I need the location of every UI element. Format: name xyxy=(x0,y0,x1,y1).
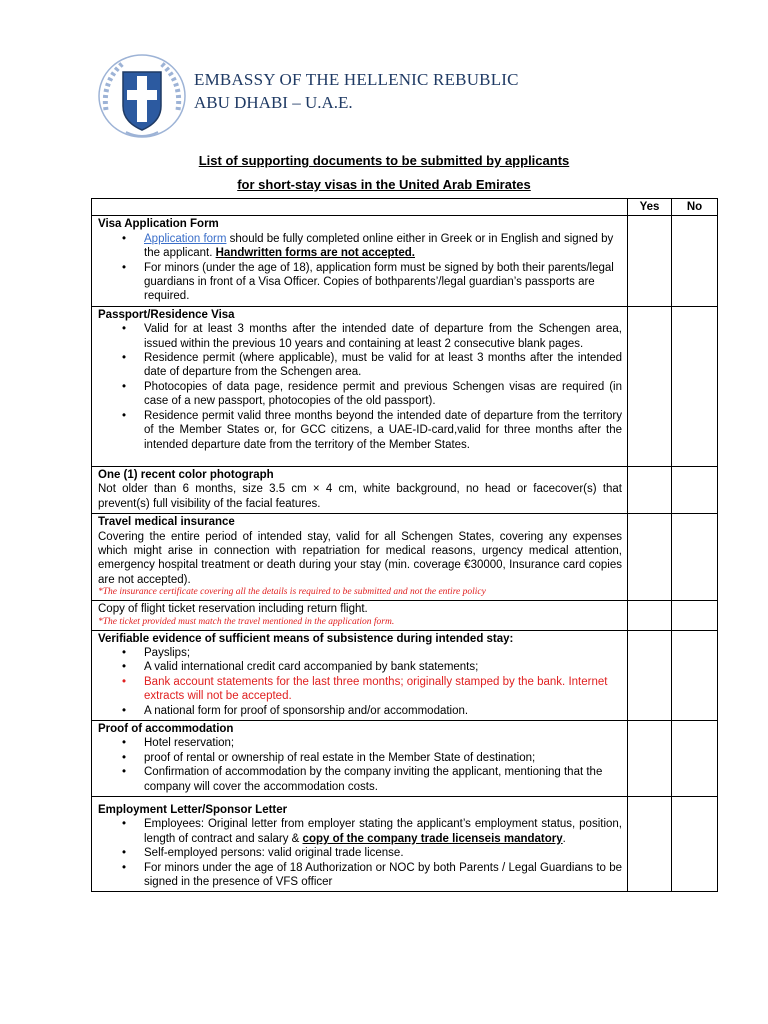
passport-cell xyxy=(92,306,628,466)
list-item: • Photocopies of data page, residence permit and previous Schengen visas are required (in case of a new passport, photocopies of the old passport). xyxy=(144,380,622,409)
documents-checklist-table xyxy=(91,198,718,892)
no-checkbox-cell[interactable] xyxy=(672,721,718,797)
list-item: • Bank account statements for the last three months; originally stamped by the bank. Internet extracts will not be accepted. xyxy=(144,675,622,704)
table-row-employment xyxy=(92,797,718,892)
yes-checkbox-cell[interactable] xyxy=(628,797,672,892)
list-item: • Employees: Original letter from employer stating the applicant’s employment status, position, length of contract and salary & copy of the company trade licenseis mandatory. xyxy=(144,817,622,846)
document-title-line1: List of supporting documents to be submitted by applicants xyxy=(198,153,570,168)
table-row-photo xyxy=(92,466,718,513)
photo-cell xyxy=(92,466,628,513)
column-header-no: No xyxy=(672,199,718,216)
table-row-insurance xyxy=(92,514,718,601)
document-title-line2: for short-stay visas in the United Arab Emirates xyxy=(237,177,531,192)
section-title: Passport/Residence Visa xyxy=(98,308,235,321)
yes-checkbox-cell[interactable] xyxy=(628,466,672,513)
list-item: • Residence permit (where applicable), must be valid for at least 3 months after the intended date of departure from the Schengen area. xyxy=(144,351,622,380)
yes-checkbox-cell[interactable] xyxy=(628,601,672,630)
application-form-link[interactable]: Application form xyxy=(144,232,227,245)
list-item: • Self-employed persons: valid original trade license. xyxy=(144,846,622,860)
embassy-header xyxy=(96,52,656,140)
table-header-row xyxy=(92,199,718,216)
embassy-name: EMBASSY OF THE HELLENIC REBUBLIC xyxy=(194,70,519,89)
no-checkbox-cell[interactable] xyxy=(672,797,718,892)
no-checkbox-cell[interactable] xyxy=(672,216,718,306)
table-row-flight xyxy=(92,601,718,630)
list-item: • Application form should be fully completed online either in Greek or in English and signed by the applicant. Handwritten forms are not accepted. xyxy=(144,232,622,261)
flight-note: *The ticket provided must match the travel mentioned in the application form. xyxy=(98,616,395,627)
list-item: • Payslips; xyxy=(144,646,622,660)
visa-form-cell xyxy=(92,216,628,306)
no-checkbox-cell[interactable] xyxy=(672,514,718,601)
no-checkbox-cell[interactable] xyxy=(672,466,718,513)
table-row-accommodation xyxy=(92,721,718,797)
list-item: • Confirmation of accommodation by the company inviting the applicant, mentioning that the company will cover the accommodation costs. xyxy=(144,765,622,794)
accommodation-cell xyxy=(92,721,628,797)
list-item: • proof of rental or ownership of real estate in the Member State of destination; xyxy=(144,751,622,765)
column-header-yes: Yes xyxy=(628,199,672,216)
no-checkbox-cell[interactable] xyxy=(672,306,718,466)
section-title: Employment Letter/Sponsor Letter xyxy=(98,804,288,817)
insurance-requirements: Covering the entire period of intended stay, valid for all Schengen States, covering any expenses which might arise in connection with repatriation for medical reasons, urgency medical attention, emergency hospital treatment or death during your stay (min. coverage €30000, Insurance card copies are not accepted). xyxy=(98,530,622,586)
no-checkbox-cell[interactable] xyxy=(672,630,718,720)
table-row-visa-form xyxy=(92,216,718,306)
yes-checkbox-cell[interactable] xyxy=(628,216,672,306)
employment-cell xyxy=(92,797,628,892)
list-item: • Hotel reservation; xyxy=(144,736,622,750)
yes-checkbox-cell[interactable] xyxy=(628,721,672,797)
list-item: • For minors under the age of 18 Authorization or NOC by both Parents / Legal Guardians to be signed in the presence of VFS officer xyxy=(144,861,622,890)
header-blank xyxy=(92,199,628,216)
section-title: Proof of accommodation xyxy=(98,723,234,735)
embassy-location: ABU DHABI – U.A.E. xyxy=(194,93,353,112)
section-title: Travel medical insurance xyxy=(98,516,235,529)
insurance-cell xyxy=(92,514,628,601)
insurance-note: *The insurance certificate covering all the details is required to be submitted and not the entire policy xyxy=(98,587,486,598)
list-item: • Valid for at least 3 months after the intended date of departure from the Schengen area, issued within the previous 10 years and containing at least 2 consecutive blank pages. xyxy=(144,322,622,351)
list-item: • For minors (under the age of 18), application form must be signed by both their parents/legal guardians in front of a Visa Officer. Copies of bothparents’/legal guardian’s passports are required. xyxy=(144,261,622,304)
no-checkbox-cell[interactable] xyxy=(672,601,718,630)
yes-checkbox-cell[interactable] xyxy=(628,514,672,601)
yes-checkbox-cell[interactable] xyxy=(628,630,672,720)
list-item: • A national form for proof of sponsorship and/or accommodation. xyxy=(144,704,622,718)
list-item: • Residence permit valid three months beyond the intended date of departure from the territory of the Member States or, for GCC citizens, a UAE-ID-card,valid for three months after the intended departure date from the territory of the Member States. xyxy=(144,409,622,452)
yes-checkbox-cell[interactable] xyxy=(628,306,672,466)
section-title: One (1) recent color photograph xyxy=(98,468,274,481)
section-title: Verifiable evidence of sufficient means of subsistence during intended stay: xyxy=(98,632,514,645)
list-item: • A valid international credit card accompanied by bank statements; xyxy=(144,660,622,674)
greek-coat-of-arms-logo xyxy=(96,52,188,140)
means-cell xyxy=(92,630,628,720)
table-row-means xyxy=(92,630,718,720)
flight-cell xyxy=(92,601,628,630)
section-title: Visa Application Form xyxy=(98,218,219,231)
photo-requirements: Not older than 6 months, size 3.5 cm × 4 cm, white background, no head or facecover(s) that prevent(s) full visibility of the facial features. xyxy=(98,483,622,510)
table-row-passport xyxy=(92,306,718,466)
flight-requirement: Copy of flight ticket reservation including return flight. xyxy=(98,603,368,616)
